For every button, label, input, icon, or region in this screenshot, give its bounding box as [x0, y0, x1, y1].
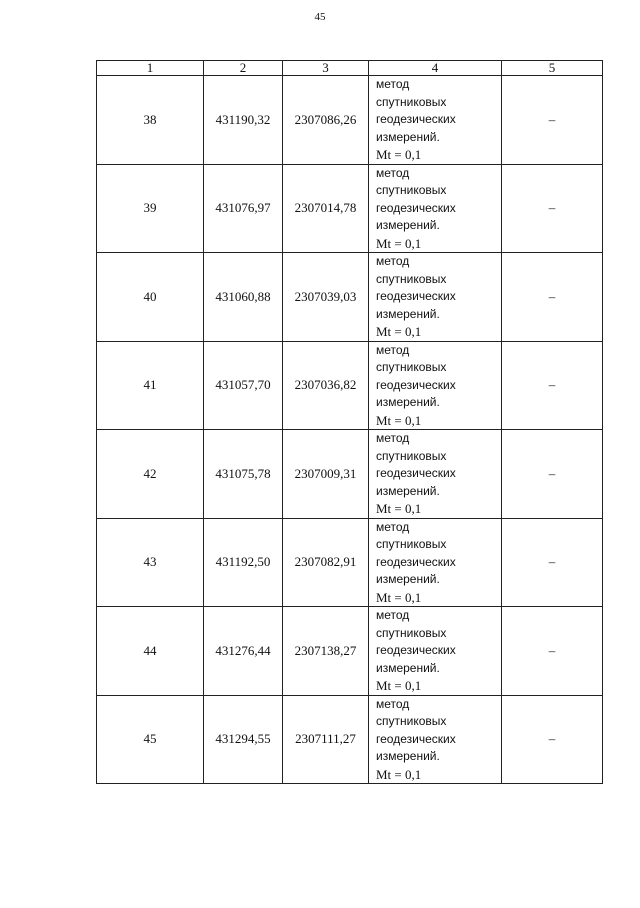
method-text-line: спутниковых	[376, 625, 447, 640]
y-coordinate-cell: 2307009,31	[283, 430, 369, 519]
column-5-cell: –	[502, 607, 603, 696]
method-text-line: измерений.	[376, 572, 440, 586]
accuracy-mt: Mt = 0,1	[376, 147, 422, 162]
y-coordinate-cell: 2307138,27	[283, 607, 369, 696]
method-text-line: геодезических	[376, 112, 456, 126]
method-cell	[369, 76, 502, 165]
method-text-line: измерений.	[376, 129, 440, 144]
table-row	[97, 430, 603, 519]
method-text-line: измерений.	[376, 749, 440, 763]
method-text-line: измерений.	[376, 660, 440, 675]
method-text-line: метод	[376, 608, 410, 622]
method-text-line: метод	[376, 77, 410, 91]
column-5-cell: –	[502, 430, 603, 519]
point-number-cell: 44	[97, 607, 204, 696]
method-text-line: метод	[376, 519, 410, 534]
y-coordinate-cell: 2307082,91	[283, 518, 369, 607]
point-number-cell: 42	[97, 430, 204, 519]
column-5-cell: –	[502, 253, 603, 342]
header-col-5: 5	[502, 61, 603, 76]
method-cell	[369, 253, 502, 342]
y-coordinate-cell: 2307036,82	[283, 341, 369, 430]
method-text-line: геодезических	[376, 377, 456, 392]
accuracy-mt: Mt = 0,1	[376, 324, 422, 339]
method-text-line: измерений.	[376, 218, 440, 232]
method-text-line: спутниковых	[376, 94, 447, 109]
method-cell	[369, 695, 502, 784]
method-text-line: геодезических	[376, 289, 456, 303]
accuracy-mt: Mt = 0,1	[376, 412, 422, 428]
x-coordinate-cell: 431060,88	[204, 253, 283, 342]
accuracy-mt: Mt = 0,1	[376, 589, 422, 605]
x-coordinate-cell: 431276,44	[204, 607, 283, 696]
method-text-line: метод	[376, 165, 410, 180]
table-row	[97, 76, 603, 165]
method-text-line: метод	[376, 342, 410, 357]
y-coordinate-cell: 2307014,78	[283, 164, 369, 253]
column-5-cell: –	[502, 695, 603, 784]
coordinates-table	[96, 60, 603, 784]
table-body	[97, 76, 603, 784]
method-text-line: геодезических	[376, 554, 456, 569]
header-col-2: 2	[204, 61, 283, 76]
table-header-row	[97, 61, 603, 76]
column-5-cell: –	[502, 164, 603, 253]
method-cell	[369, 341, 502, 430]
x-coordinate-cell: 431190,32	[204, 76, 283, 165]
method-text-line: геодезических	[376, 643, 456, 657]
method-text-line: геодезических	[376, 466, 456, 480]
x-coordinate-cell: 431076,97	[204, 164, 283, 253]
method-text-line: геодезических	[376, 200, 456, 215]
table-row	[97, 607, 603, 696]
accuracy-mt: Mt = 0,1	[376, 235, 422, 251]
table-row	[97, 164, 603, 253]
table-row	[97, 341, 603, 430]
x-coordinate-cell: 431192,50	[204, 518, 283, 607]
header-col-1: 1	[97, 61, 204, 76]
accuracy-mt: Mt = 0,1	[376, 678, 422, 693]
method-text-line: измерений.	[376, 395, 440, 409]
method-text-line: метод	[376, 431, 410, 445]
method-text-line: измерений.	[376, 483, 440, 498]
method-text-line: геодезических	[376, 731, 456, 746]
accuracy-mt: Mt = 0,1	[376, 766, 422, 782]
method-text-line: измерений.	[376, 306, 440, 321]
point-number-cell: 45	[97, 695, 204, 784]
point-number-cell: 38	[97, 76, 204, 165]
method-text-line: метод	[376, 696, 410, 711]
table-row	[97, 253, 603, 342]
point-number-cell: 40	[97, 253, 204, 342]
method-cell	[369, 518, 502, 607]
x-coordinate-cell: 431057,70	[204, 341, 283, 430]
table-row	[97, 695, 603, 784]
x-coordinate-cell: 431075,78	[204, 430, 283, 519]
column-5-cell: –	[502, 518, 603, 607]
method-text-line: спутниковых	[376, 448, 447, 463]
accuracy-mt: Mt = 0,1	[376, 501, 422, 516]
column-5-cell: –	[502, 341, 603, 430]
table-row	[97, 518, 603, 607]
point-number-cell: 43	[97, 518, 204, 607]
x-coordinate-cell: 431294,55	[204, 695, 283, 784]
method-text-line: метод	[376, 254, 410, 268]
method-cell	[369, 164, 502, 253]
method-text-line: спутниковых	[376, 183, 447, 197]
method-text-line: спутниковых	[376, 714, 447, 728]
page-number: 45	[314, 11, 326, 23]
point-number-cell: 39	[97, 164, 204, 253]
header-col-3: 3	[283, 61, 369, 76]
y-coordinate-cell: 2307086,26	[283, 76, 369, 165]
method-text-line: спутниковых	[376, 537, 447, 551]
y-coordinate-cell: 2307111,27	[283, 695, 369, 784]
y-coordinate-cell: 2307039,03	[283, 253, 369, 342]
method-text-line: спутниковых	[376, 360, 447, 374]
column-5-cell: –	[502, 76, 603, 165]
method-cell	[369, 430, 502, 519]
point-number-cell: 41	[97, 341, 204, 430]
header-col-4: 4	[369, 61, 502, 76]
method-cell	[369, 607, 502, 696]
method-text-line: спутниковых	[376, 271, 447, 286]
